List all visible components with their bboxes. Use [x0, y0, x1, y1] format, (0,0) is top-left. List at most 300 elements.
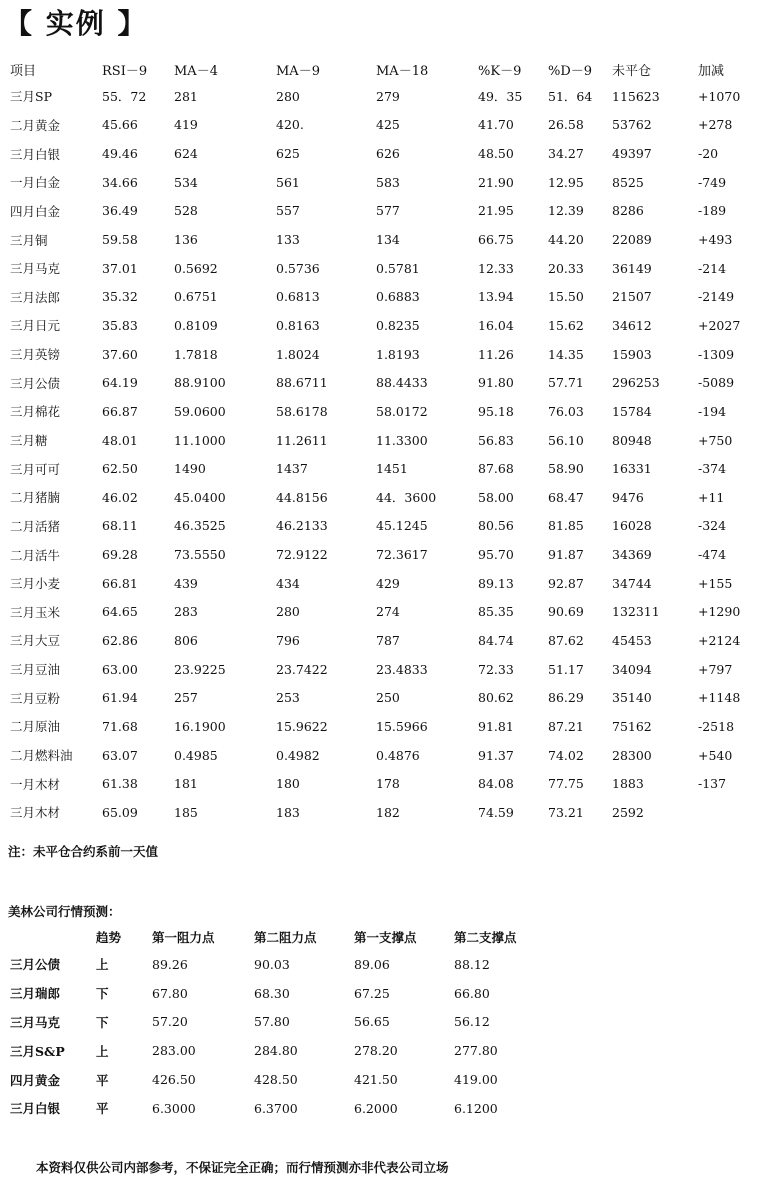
table-cell: 132311	[612, 604, 660, 620]
table-cell: 90.69	[548, 604, 584, 620]
table-cell: 44．3600	[376, 490, 437, 506]
row-label: 三月日元	[10, 318, 61, 334]
table-cell: 51．64	[548, 89, 593, 105]
row-label: 三月公债	[10, 375, 61, 391]
table-cell: 557	[276, 203, 300, 219]
table-cell: 425	[376, 117, 400, 133]
row-label: 二月猪腩	[10, 490, 61, 506]
table-cell: 64.65	[102, 604, 138, 620]
table-cell: 257	[174, 690, 198, 706]
row-label: 三月棉花	[10, 404, 61, 420]
table-cell: 178	[376, 776, 400, 792]
table-cell: 34369	[612, 547, 652, 563]
table-cell: 64.19	[102, 375, 138, 391]
table-cell: 95.18	[478, 403, 514, 419]
table-cell: 1883	[612, 776, 644, 792]
open-interest-note: 注：未平仓合约系前一天值	[8, 844, 159, 859]
table-cell: 85.35	[478, 604, 514, 620]
column-header: MA－4	[174, 63, 218, 79]
row-label: 二月原油	[10, 719, 61, 735]
table-cell: 89.26	[152, 956, 188, 972]
table-cell: +540	[698, 747, 733, 763]
table-cell: 28300	[612, 747, 652, 763]
row-label: 一月白金	[10, 175, 61, 191]
table-cell: 181	[174, 776, 198, 792]
table-cell: 62.86	[102, 632, 138, 648]
page-title: 【 实例 】	[4, 7, 148, 40]
table-cell: 56.12	[454, 1014, 490, 1030]
table-cell: 806	[174, 632, 198, 648]
table-cell: 6.1200	[454, 1100, 498, 1116]
table-cell: 49397	[612, 146, 652, 162]
table-row	[0, 950, 540, 979]
table-cell: 49．35	[478, 89, 523, 105]
table-cell: 61.94	[102, 690, 138, 706]
table-cell: 37.60	[102, 346, 138, 362]
row-label: 一月木材	[10, 776, 61, 792]
table-cell: 91.37	[478, 747, 514, 763]
table-cell: 72.3617	[376, 547, 428, 563]
table-cell: 81.85	[548, 518, 584, 534]
row-label: 二月黄金	[10, 117, 61, 133]
column-header: 第二阻力点	[254, 930, 317, 945]
table-cell: 787	[376, 632, 400, 648]
table-cell: +797	[698, 661, 733, 677]
table-cell: 11.3300	[376, 432, 428, 448]
disclaimer: 本资料仅供公司内部参考，不保证完全正确；而行情预测亦非代表公司立场	[36, 1160, 449, 1175]
table-cell: 428.50	[254, 1072, 298, 1088]
table-cell: 46.3525	[174, 518, 226, 534]
row-label: 三月白银	[10, 1101, 61, 1117]
row-label: 三月马克	[10, 261, 61, 277]
table-cell: 0.4982	[276, 747, 320, 763]
table-cell: 0.6751	[174, 289, 218, 305]
table-cell: -214	[698, 260, 727, 276]
table-cell: 26.58	[548, 117, 584, 133]
row-label: 三月英镑	[10, 347, 61, 363]
table-cell: +493	[698, 232, 733, 248]
table-cell: 35.83	[102, 317, 138, 333]
row-label: 四月黄金	[10, 1072, 61, 1088]
table-row	[0, 168, 758, 197]
row-label: 四月白金	[10, 203, 61, 219]
table-cell: 15.50	[548, 289, 584, 305]
table-cell: 57.71	[548, 375, 584, 391]
table-cell: 419.00	[454, 1072, 498, 1088]
table-cell: 115623	[612, 88, 660, 104]
table-cell: 0.5781	[376, 260, 420, 276]
table-cell: 92.87	[548, 575, 584, 591]
table-cell: 12.39	[548, 203, 584, 219]
table-cell: 13.94	[478, 289, 514, 305]
table-cell: 0.5736	[276, 260, 320, 276]
table-cell: 48.01	[102, 432, 138, 448]
table-cell: 57.20	[152, 1014, 188, 1030]
row-label: 三月木材	[10, 805, 61, 821]
table-cell: 22089	[612, 232, 652, 248]
table-cell: 68.30	[254, 985, 290, 1001]
table-row	[0, 540, 758, 569]
table-cell: 280	[276, 88, 300, 104]
table-cell: 63.07	[102, 747, 138, 763]
row-label: 三月玉米	[10, 604, 61, 620]
table-cell: 75162	[612, 718, 652, 734]
table-cell: 65.09	[102, 804, 138, 820]
table-row	[0, 512, 758, 541]
forecast-table	[0, 924, 540, 1123]
table-cell: 577	[376, 203, 400, 219]
table-cell: 134	[376, 232, 400, 248]
table-cell: -2149	[698, 289, 735, 305]
table-cell: 91.87	[548, 547, 584, 563]
table-cell: 9476	[612, 489, 644, 505]
table-cell: 0.6813	[276, 289, 320, 305]
table-cell: 34.66	[102, 174, 138, 190]
table-cell: 419	[174, 117, 198, 133]
table-cell: 36149	[612, 260, 652, 276]
table-cell: 74.02	[548, 747, 584, 763]
table-cell: 66.80	[454, 985, 490, 1001]
column-header: %K－9	[478, 63, 522, 79]
table-cell: 16.1900	[174, 718, 226, 734]
table-row	[0, 569, 758, 598]
table-cell: 74.59	[478, 804, 514, 820]
row-label: 三月小麦	[10, 576, 61, 592]
row-label: 二月活牛	[10, 547, 61, 563]
table-cell: -20	[698, 146, 719, 162]
table-cell: 68.11	[102, 518, 138, 534]
table-cell: 16331	[612, 461, 652, 477]
row-label: 三月S&P	[10, 1043, 65, 1059]
row-label: 三月大豆	[10, 633, 61, 649]
table-cell: 426.50	[152, 1072, 196, 1088]
table-cell: 11.1000	[174, 432, 226, 448]
table-cell: 58.0172	[376, 403, 428, 419]
table-cell: 583	[376, 174, 400, 190]
forecast-header-row	[0, 924, 540, 950]
table-cell: 281	[174, 88, 198, 104]
table-cell: +2124	[698, 632, 741, 648]
table-cell: 0.5692	[174, 260, 218, 276]
table-cell: 91.80	[478, 375, 514, 391]
table-row	[0, 741, 758, 770]
table-row	[0, 397, 758, 426]
table-cell: 66.87	[102, 403, 138, 419]
row-label: 二月活猪	[10, 518, 61, 534]
table-cell: 88.4433	[376, 375, 428, 391]
table-cell: 279	[376, 88, 400, 104]
table-cell: 16.04	[478, 317, 514, 333]
row-label: 三月公债	[10, 957, 61, 973]
table-cell: 34.27	[548, 146, 584, 162]
table-cell: 796	[276, 632, 300, 648]
table-cell: -137	[698, 776, 727, 792]
table-row	[0, 139, 758, 168]
table-row	[0, 340, 758, 369]
table-cell: 73.21	[548, 804, 584, 820]
table-cell: 88.9100	[174, 375, 226, 391]
table-cell: 84.74	[478, 632, 514, 648]
table-cell: 88.12	[454, 956, 490, 972]
table-cell: 49.46	[102, 146, 138, 162]
table-cell: 87.68	[478, 461, 514, 477]
table-cell: 12.95	[548, 174, 584, 190]
row-label: 三月豆粉	[10, 690, 61, 706]
table-cell: 23.9225	[174, 661, 226, 677]
table-row	[0, 225, 758, 254]
table-cell: 58.90	[548, 461, 584, 477]
table-cell: 76.03	[548, 403, 584, 419]
table-cell: 86.29	[548, 690, 584, 706]
column-header: 未平仓	[612, 63, 652, 79]
table-row	[0, 655, 758, 684]
table-cell: 69.28	[102, 547, 138, 563]
table-cell: +1148	[698, 690, 741, 706]
table-cell: 185	[174, 804, 198, 820]
table-cell: 45453	[612, 632, 652, 648]
table-cell: 61.38	[102, 776, 138, 792]
table-cell: 429	[376, 575, 400, 591]
table-cell: 66.81	[102, 575, 138, 591]
table-row	[0, 1036, 540, 1065]
table-cell: -324	[698, 518, 727, 534]
table-cell: 34744	[612, 575, 652, 591]
table-cell: 66.75	[478, 232, 514, 248]
table-cell: 80.56	[478, 518, 514, 534]
table-cell: 89.06	[354, 956, 390, 972]
table-cell: 90.03	[254, 956, 290, 972]
table-cell: 1.7818	[174, 346, 218, 362]
column-header: RSI－9	[102, 63, 148, 79]
table-row	[0, 111, 758, 140]
table-cell: 283	[174, 604, 198, 620]
table-cell: 77.75	[548, 776, 584, 792]
table-cell: 534	[174, 174, 198, 190]
column-header: 第一支撑点	[354, 930, 417, 945]
table-row	[0, 769, 758, 798]
table-cell: 上	[96, 957, 109, 973]
row-label: 三月马克	[10, 1014, 61, 1030]
table-cell: 277.80	[454, 1043, 498, 1059]
table-cell: -1309	[698, 346, 735, 362]
table-cell: 56.65	[354, 1014, 390, 1030]
table-cell: +1070	[698, 88, 741, 104]
table-cell: 0.8163	[276, 317, 320, 333]
table-cell: +2027	[698, 317, 741, 333]
table-row	[0, 1065, 540, 1094]
table-cell: 2592	[612, 804, 644, 820]
table-cell: 34612	[612, 317, 652, 333]
table-cell: 58.00	[478, 489, 514, 505]
row-label: 三月豆油	[10, 662, 61, 678]
table-cell: 182	[376, 804, 400, 820]
table-cell: 80.62	[478, 690, 514, 706]
table-cell: 6.3000	[152, 1100, 196, 1116]
table-cell: 0.6883	[376, 289, 420, 305]
table-cell: 53762	[612, 117, 652, 133]
table-cell: 15.5966	[376, 718, 428, 734]
table-cell: 420.	[276, 117, 304, 133]
table-cell: 下	[96, 986, 109, 1002]
table-cell: 45.1245	[376, 518, 428, 534]
table-cell: 0.4876	[376, 747, 420, 763]
table-cell: -189	[698, 203, 727, 219]
table-cell: 12.33	[478, 260, 514, 276]
table-cell: 15784	[612, 403, 652, 419]
table-cell: 72.33	[478, 661, 514, 677]
table-cell: 1.8193	[376, 346, 420, 362]
table-cell: 133	[276, 232, 300, 248]
row-label: 三月铜	[10, 232, 48, 248]
table-cell: 20.33	[548, 260, 584, 276]
table-cell: 0.8109	[174, 317, 218, 333]
indicator-table	[0, 56, 758, 827]
table-cell: 284.80	[254, 1043, 298, 1059]
table-cell: 89.13	[478, 575, 514, 591]
column-header: 项目	[10, 63, 37, 79]
table-cell: 58.6178	[276, 403, 328, 419]
table-cell: 67.25	[354, 985, 390, 1001]
column-header: MA－18	[376, 63, 429, 79]
table-row	[0, 798, 758, 827]
table-cell: 1490	[174, 461, 206, 477]
table-cell: 1.8024	[276, 346, 320, 362]
row-label: 三月糖	[10, 433, 48, 448]
table-cell: 71.68	[102, 718, 138, 734]
table-cell: 23.7422	[276, 661, 328, 677]
table-cell: 11.26	[478, 346, 514, 362]
table-cell: -474	[698, 547, 727, 563]
table-cell: 296253	[612, 375, 660, 391]
column-header	[0, 924, 96, 950]
table-row	[0, 197, 758, 226]
row-label: 二月燃料油	[10, 748, 73, 764]
table-cell: 59.0600	[174, 403, 226, 419]
table-cell: 15.9622	[276, 718, 328, 734]
table-cell: 55．72	[102, 89, 147, 105]
table-cell: 15903	[612, 346, 652, 362]
row-label: 三月可可	[10, 461, 61, 477]
table-cell: 624	[174, 146, 198, 162]
table-cell: 72.9122	[276, 547, 328, 563]
table-cell: 6.3700	[254, 1100, 298, 1116]
table-cell: +11	[698, 489, 725, 505]
table-cell: +750	[698, 432, 733, 448]
table-cell: 35.32	[102, 289, 138, 305]
table-cell: -749	[698, 174, 727, 190]
table-cell: 8525	[612, 174, 644, 190]
table-cell: 15.62	[548, 317, 584, 333]
table-cell: 84.08	[478, 776, 514, 792]
table-cell: -2518	[698, 718, 735, 734]
table-cell: 528	[174, 203, 198, 219]
column-header: 趋势	[96, 930, 122, 945]
table-row	[0, 426, 758, 455]
table-cell: 1437	[276, 461, 308, 477]
table-cell: 44.20	[548, 232, 584, 248]
table-cell: 183	[276, 804, 300, 820]
table-cell: 0.4985	[174, 747, 218, 763]
table-cell: 8286	[612, 203, 644, 219]
column-header: 第二支撑点	[454, 930, 517, 945]
column-header: %D－9	[548, 63, 593, 79]
table-cell: +278	[698, 117, 733, 133]
table-cell: 21.90	[478, 174, 514, 190]
table-row	[0, 598, 758, 627]
table-cell: 16028	[612, 518, 652, 534]
table-cell: 68.47	[548, 489, 584, 505]
table-cell: 46.02	[102, 489, 138, 505]
indicator-header-row	[0, 56, 758, 82]
table-cell: 56.83	[478, 432, 514, 448]
column-header: MA－9	[276, 63, 320, 79]
table-cell: 283.00	[152, 1043, 196, 1059]
table-cell: 57.80	[254, 1014, 290, 1030]
table-row	[0, 483, 758, 512]
table-cell: 421.50	[354, 1072, 398, 1088]
table-cell: 626	[376, 146, 400, 162]
table-row	[0, 454, 758, 483]
table-row	[0, 82, 758, 111]
table-cell: 80948	[612, 432, 652, 448]
table-cell: 11.2611	[276, 432, 328, 448]
table-cell: 561	[276, 174, 300, 190]
table-row	[0, 1008, 540, 1037]
table-cell: 上	[96, 1043, 109, 1059]
table-cell: 253	[276, 690, 300, 706]
table-cell: 6.2000	[354, 1100, 398, 1116]
table-cell: 88.6711	[276, 375, 328, 391]
table-row	[0, 368, 758, 397]
table-cell: 56.10	[548, 432, 584, 448]
column-header: 第一阻力点	[152, 930, 215, 945]
table-cell	[698, 798, 758, 827]
table-cell: 180	[276, 776, 300, 792]
table-cell: 274	[376, 604, 400, 620]
table-cell: 45.66	[102, 117, 138, 133]
table-cell: 250	[376, 690, 400, 706]
table-cell: -194	[698, 403, 727, 419]
table-cell: 45.0400	[174, 489, 226, 505]
table-cell: 下	[96, 1014, 109, 1030]
table-cell: 23.4833	[376, 661, 428, 677]
table-row	[0, 254, 758, 283]
table-cell: 434	[276, 575, 300, 591]
table-cell: 87.62	[548, 632, 584, 648]
table-row	[0, 1094, 540, 1123]
row-label: 三月瑞郎	[10, 986, 61, 1002]
table-cell: 41.70	[478, 117, 514, 133]
table-row	[0, 979, 540, 1008]
table-cell: 625	[276, 146, 300, 162]
table-cell: 21.95	[478, 203, 514, 219]
table-cell: 35140	[612, 690, 652, 706]
table-cell: 278.20	[354, 1043, 398, 1059]
table-row	[0, 282, 758, 311]
table-cell: 34094	[612, 661, 652, 677]
table-cell: 280	[276, 604, 300, 620]
table-cell: 51.17	[548, 661, 584, 677]
table-cell: 37.01	[102, 260, 138, 276]
table-cell: 439	[174, 575, 198, 591]
table-cell: 平	[96, 1072, 109, 1088]
table-cell: 62.50	[102, 461, 138, 477]
table-row	[0, 311, 758, 340]
table-cell: 87.21	[548, 718, 584, 734]
table-cell: 95.70	[478, 547, 514, 563]
table-cell: -5089	[698, 375, 735, 391]
table-cell: 48.50	[478, 146, 514, 162]
